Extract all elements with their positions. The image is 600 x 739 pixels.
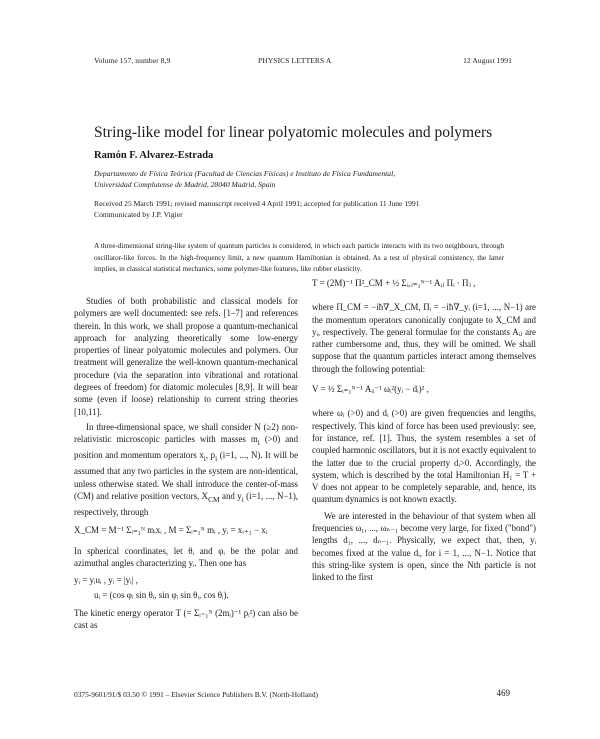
equation-kinetic: T = (2M)⁻¹ Π²_CM + ½ Σᵢ,ⱼ₌₁ᴺ⁻¹ Aᵢⱼ Πᵢ · Πⱼ , [312, 278, 476, 288]
paragraph: where Π_CM = −iħ∇_X_CM, Πᵢ = −iħ∇_yᵢ (i=1, ..., N−1) are the momentum operators canonically conjugate to X_CM and yᵢ, respectively. The general formulae for the constants Aᵢⱼ are rather cumbersome and, thus, they will be omitted. We shall suppose that the quantum particles interact among themselves through the following potential: [312, 302, 536, 374]
journal-name: PHYSICS LETTERS A [258, 56, 332, 65]
author-name: Ramón F. Alvarez-Estrada [94, 150, 214, 161]
journal-volume: Volume 157, number 8,9 [94, 56, 171, 65]
affiliation-line-2: Universidad Complutense de Madrid, 28040 Madrid, Spain [94, 180, 276, 189]
left-column [74, 295, 298, 631]
paragraph: where ωᵢ (>0) and dᵢ (>0) are given frequencies and lengths, respectively. This kind of force has been used previously: see, for instance, ref. [1]. Thus, the system resembles a set of coupled harmonic oscillators, but it is not exactly equivalent to the latter due to the crucial property dᵢ>0. Accordingly, the system, which is described by the total Hamiltonian H₁ = T + V does not appear to be completely separable, and, hence, its quantum dynamics is not known exactly. [312, 408, 536, 505]
issn-line: 0375-9601/91/$ 03.50 © 1991 – Elsevier Science Publishers B.V. (North-Holland) [74, 690, 319, 699]
right-column [312, 277, 536, 584]
received-dates: Received 25 March 1991; revised manuscript received 4 April 1991; accepted for publication 11 June 1991 [94, 199, 420, 208]
communicated-by: Communicated by J.P. Vigier [94, 210, 183, 219]
page-number: 469 [496, 688, 510, 698]
abstract: A three-dimensional string-like system of quantum particles is considered, in which each particle interacts with its two neighbours, through oscillator-like forces. In the high-frequency limit, a new quantum Hamiltonian is obtained. As a test of physical consistency, the latter implies, in classical statistical mechanics, some polymer-like features, like rubber elasticity. [94, 241, 504, 273]
paragraph: The kinetic energy operator T (= Σᵢ₌₁ᴺ (2mᵢ)⁻¹ pᵢ²) can also be cast as [74, 607, 298, 631]
journal-date: 12 August 1991 [463, 56, 512, 65]
equation-u: uᵢ = (cos φᵢ sin θᵢ, sin φᵢ sin θᵢ, cos θᵢ). [94, 589, 229, 600]
equation-potential: V = ½ Σᵢ₌₁ᴺ⁻¹ Aᵢᵢ⁻¹ ωᵢ²(yᵢ − dᵢ)² , [312, 384, 429, 395]
affiliation-line-1: Departamento de Física Teórica (Facultad de Ciencias Físicas) e Instituto de Física Fundamental, [94, 169, 396, 178]
paragraph: In three-dimensional space, we shall consider N (≥2) non-relativistic microscopic particles with masses $m_i$ (>0) and position and momentum operators $x_i$, $p_i$ (i=1, ..., N). It will be assumed that any two particles in the system are non-identical, unless otherwise stated. We shall introduce the center-of-mass (CM) and relative position vectors, $X_{CM}$ and $y_i$ (i=1, ..., N−1), respectively, through [74, 421, 299, 518]
paragraph: In spherical coordinates, let θᵢ and φᵢ be the polar and azimuthal angles characterizing yᵢ. Then one has [74, 545, 298, 568]
article-title: String-like model for linear polyatomic molecules and polymers [94, 124, 493, 141]
equation-y: yᵢ = yᵢuᵢ , yᵢ = |yᵢ| , [74, 575, 138, 586]
equation-cm: X_CM = M⁻¹ Σᵢ₌₁ᴺ mᵢxᵢ , M = Σᵢ₌₁ᴺ mᵢ , yᵢ = xᵢ₊₁ − xᵢ [74, 525, 268, 536]
paragraph: Studies of both probabilistic and classical models for polymers are well documented: see refs. [1–7] and references therein. In this work, we shall propose a quantum-mechanical approach for analyzing theoretically some low-energy properties of linear polyatomic molecules and polymers. Our treatment will generalize the well-known quantum-mechanical procedure (via the separation into vibrational and rotational degrees of freedom) for diatomic molecules [8,9]. It will bear some (even if loose) relationship to current string theories [10,11]. [74, 296, 298, 417]
paragraph: We are interested in the behaviour of that system when all frequencies ω₁, ..., ωₙ₋₁ become very large, for fixed ("bond") lengths d₁, ..., dₙ₋₁. Physically, we expect that, then, yᵢ becomes fixed at the value dᵢ, for i = 1, ..., N−1. Notice that this string-like system is open, since the Nth particle is not linked to the first [312, 510, 536, 583]
